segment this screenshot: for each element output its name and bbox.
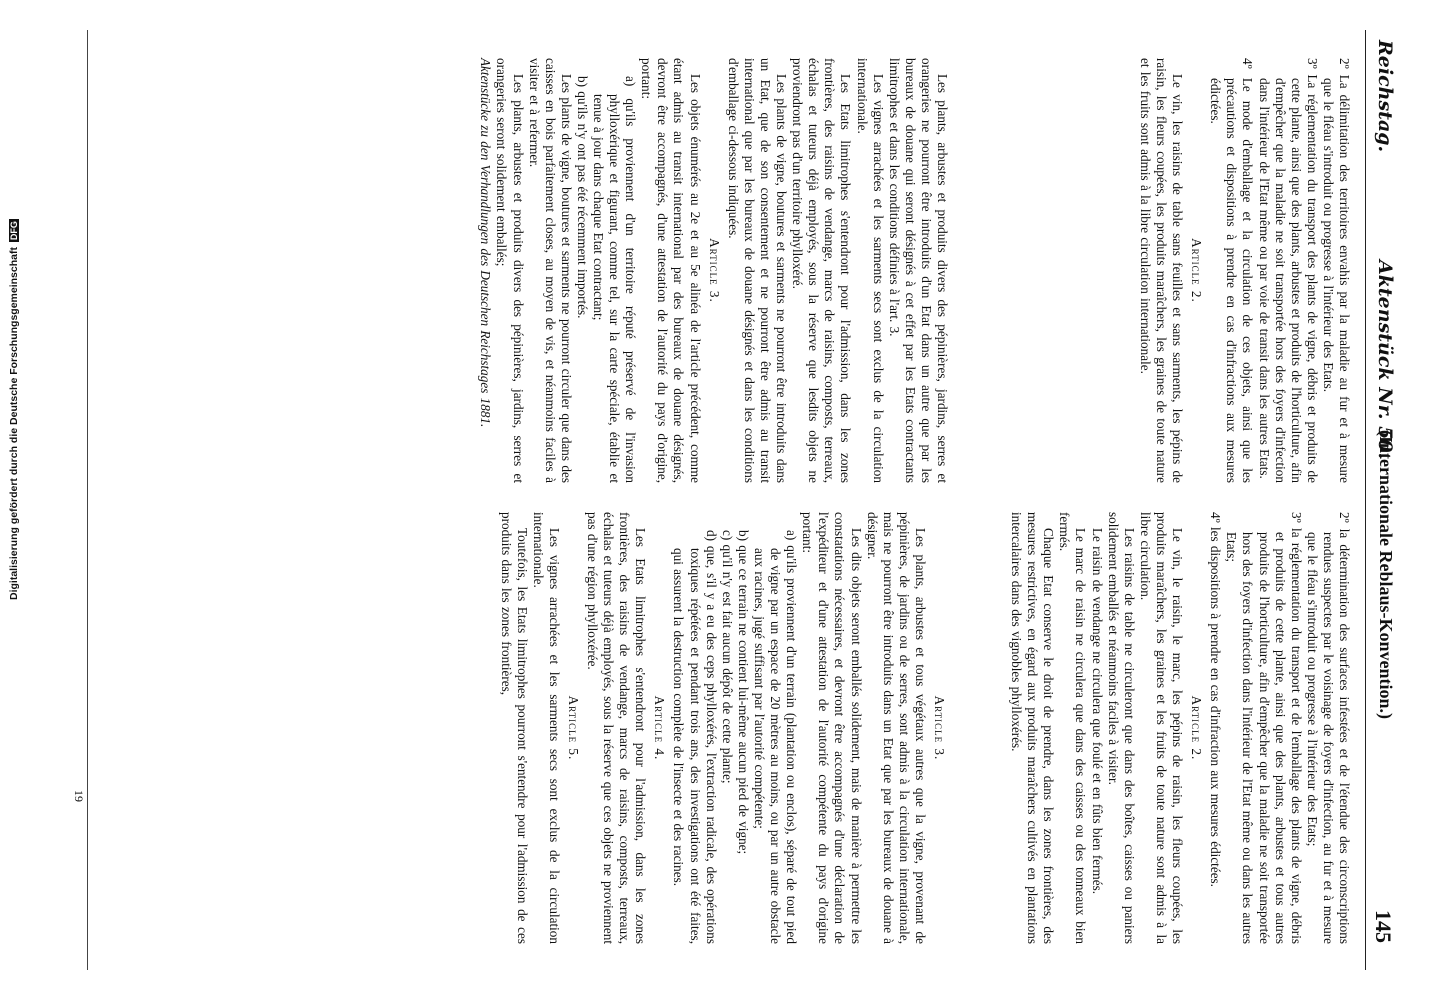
french-column-bottom (497, 512, 950, 944)
fr-article3-text: Les plants, arbustes et tous végétaux autres que la vigne, provenant de pépinières, de jardins ou de serres, sont admis à la circulation internationale, mais ne pourront être introduits dans un Etat que par les bureaux de douane à désigner. (864, 512, 928, 944)
paragraph-plants: Les plants, arbustes et produits divers des pépinières, jardins, serres et orangeries ne pourront être introduits d'un Etat dans un autre que par les bureaux de douane qui seront désignés à cet effet par les Etats contractants limitrophes et dans les conditions définies à l'art. 3. (886, 58, 950, 483)
article3-arbustes: Les plants, arbustes et produits divers des pépinières, jardins, serres et orangeries seront solidement emballés; (494, 58, 526, 483)
german-column-top (1137, 58, 1352, 483)
page-number: 145 (1371, 910, 1396, 943)
fr-article4-heading: Article 4. (652, 695, 668, 761)
fr-article2-text: Le vin, le raisin, le marc, les pépins de raisin, les fleurs coupées, les produits maraîchers, les graines et les fruits de toute nature sont admis à la libre circulation. (1137, 512, 1186, 944)
fr-paragraph-marc: Le marc de raisin ne circulera que dans des caisses ou des tonneaux bien fermés. (1057, 512, 1089, 944)
article3-heading: Article 3. (706, 238, 722, 303)
fr-article2-heading: Article 2. (1189, 695, 1205, 761)
article2-heading: Article 2. (1189, 238, 1205, 303)
footer-rule (87, 30, 88, 970)
header-title: (Internationale Reblaus-Konvention.) (1376, 430, 1396, 720)
fr-item2: 2º la détermination des surfaces infestées et de l'étendue des circonscriptions rendues suspectes par le voisinage de foyers d'infection, au fur et à mesure que le fléau s'introduit ou progresse à l'intérieur des Etats; (1304, 512, 1352, 944)
digitization-credit-text: Digitalisierung gefördert durch die Deutsche Forschungsgemeinschaft (8, 247, 20, 600)
fr-article3-heading: Article 3. (932, 695, 947, 761)
article3-intro: Les objets énumérés au 2e et au 5e alinéa de l'article précédent, comme étant admis au transit international par des bureaux de douane désignés, devront être accompagnés, d'une attestation de l'autorité du pays d'origine, portant: (639, 58, 703, 483)
fr-article3-item-a: a) qu'ils proviennent d'un terrain (plantation ou enclos), séparé de tout pied de vigne par un espace de 20 mètres au moins, ou par un autre obstacle aux racines, jugé suffisant par l'autorité compétente; (751, 530, 800, 944)
sheet-number: 19 (72, 790, 86, 802)
header-reichstag: Reichstag. (1374, 40, 1396, 153)
digitization-credit (8, 206, 22, 600)
fr-article4-text: Les Etats limitrophes s'entendront pour l'admission, dans les zones frontières, des raisins de vendange, marcs de raisins, composts, terreaux, échalas et tuteurs déjà employés, sous la réserve que ces objets ne proviennent pas d'une région phylloxérée. (585, 512, 649, 944)
fr-article5-text: Les vignes arrachées et les sarments secs sont exclus de la circulation internationale. (530, 512, 562, 944)
header-rule (1365, 30, 1366, 970)
paragraph-limitrophes: Les Etats limitrophes s'entendront pour l'admission, dans les zones frontières, des raisins de vendange, marcs de raisins, composts, terreaux, échalas et tuteurs déjà employés, sous la réserve que lesdits objets ne proviendront pas d'un territoire phylloxéré. (790, 58, 854, 483)
fr-item3: 3º la réglementation du transport et de l'emballage des plants de vigne, débris et produits de cette plante, ainsi que des plants, arbustes et tous autres produits de l'horticulture, afin d'empêcher que la maladie ne soit transportée hors des foyers d'infection dans l'intérieur de l'Etat même ou dans les autres Etats; (1224, 512, 1304, 944)
fr-article5-heading: Article 5. (565, 695, 581, 761)
fr-article3-item-d: d) que, s'il y a eu des ceps phylloxérés, l'extraction radicale, des opérations toxiques répétées et pendant trois ans, des investigations ont été faites, qui assurent la destruction complète de l'insecte et des racines. (671, 530, 719, 944)
fr-paragraph-vendange: Le raisin de vendange ne circulera que foulé et en fûts bien fermés. (1089, 528, 1105, 895)
paragraph-plants-vigne: Les plants de vigne, boutures et sarments ne pourront être introduits dans un Etat, que de son consentement et ne pourront être admis au transit international que par les bureaux de douane désignés et dans les conditions d'emballage ci-dessous indiquées. (725, 58, 790, 483)
french-column-top (1008, 512, 1352, 944)
article3-plants: Les plants de vigne, boutures et sarments ne pourront circuler que dans des caisses en bois parfaitement closes, au moyen de vis, et néanmoins faciles à visiter et à refermer. (526, 58, 574, 483)
footer-signature: Aktenstücke zu den Verhandlungen des Deutschen Reichstages 1881. (478, 58, 494, 428)
german-column-bottom (477, 58, 950, 483)
fr-article5-toutefois: Toutefois, les Etats limitrophes pourront s'entendre pour l'admission de ces produits dans les zones frontières, (498, 512, 530, 944)
fr-article3-item-c: c) qu'il n'y est fait aucun dépôt de cette plante; (719, 530, 735, 784)
dfg-logo: DFG (9, 221, 19, 241)
fr-article3-emballes: Les dits objets seront emballés solidement, mais de manière à permettre les constatations nécessaires, et devront être accompagnés d'une déclaration de l'expéditeur et d'une attestation de l'autorité compétente du pays d'origine portant: (800, 512, 864, 944)
article3-item-a: a) qu'ils proviennent d'un territoire réputé préservé de l'invasion phylloxérique et figurant, comme tel, sur la carte spéciale, établie et tenue à jour dans chaque Etat contractant; (591, 76, 639, 483)
fr-paragraph-raisins: Les raisins de table ne circuleront que dans des boîtes, caisses ou paniers solidement emballés et néanmoins faciles à visiter. (1105, 512, 1137, 944)
fr-article3-item-b: b) que ce terrain ne contient lui-même aucun pied de vigne; (735, 530, 751, 855)
paragraph-vignes: Les vignes arrachées et les sarments secs sont exclus de la circulation internationale. (854, 58, 886, 483)
article1-item2: 2º La délimitation des territoires envahis par la maladie au fur et à mesure que le fléau s'introduit ou progresse à l'intérieur des Etats. (1320, 58, 1352, 483)
fr-item4: 4º les dispositions à prendre en cas d'infraction aux mesures édictées. (1208, 512, 1224, 887)
article2-text: Le vin, les raisins de table sans feuilles et sans sarments, les pépins de raisin, les fleurs coupées, les produits maraîchers, les graines de toute nature et les fruits sont admis à la libre circulation internationale. (1137, 58, 1186, 483)
article1-item4: 4º Le mode d'emballage et la circulation de ces objets, ainsi que les précautions et dispositions à prendre en cas d'infractions aux mesures édictées. (1208, 58, 1256, 483)
article3-item-b: b) qu'ils n'y ont pas été récemment importés. (574, 76, 590, 319)
article1-item3: 3º La réglementation du transport des plants de vigne, débris et produits de cette plante, ainsi que des plants, arbustes et produits de l'horticulture, afin d'empêcher que la maladie ne soit transportée hors des foyers d'infection dans l'intérieur de l'Etat même ou par voie de transit dans les autres Etats. (1256, 58, 1320, 483)
header-aktenstueck: Aktenstück Nr. 50. (1374, 260, 1396, 460)
fr-paragraph-chaque: Chaque Etat conserve le droit de prendre, dans les zones frontières, des mesures restrictives, en égard aux produits maraîchers cultivés en plantations intercalaires dans des vignobles phylloxérés. (1009, 512, 1057, 944)
